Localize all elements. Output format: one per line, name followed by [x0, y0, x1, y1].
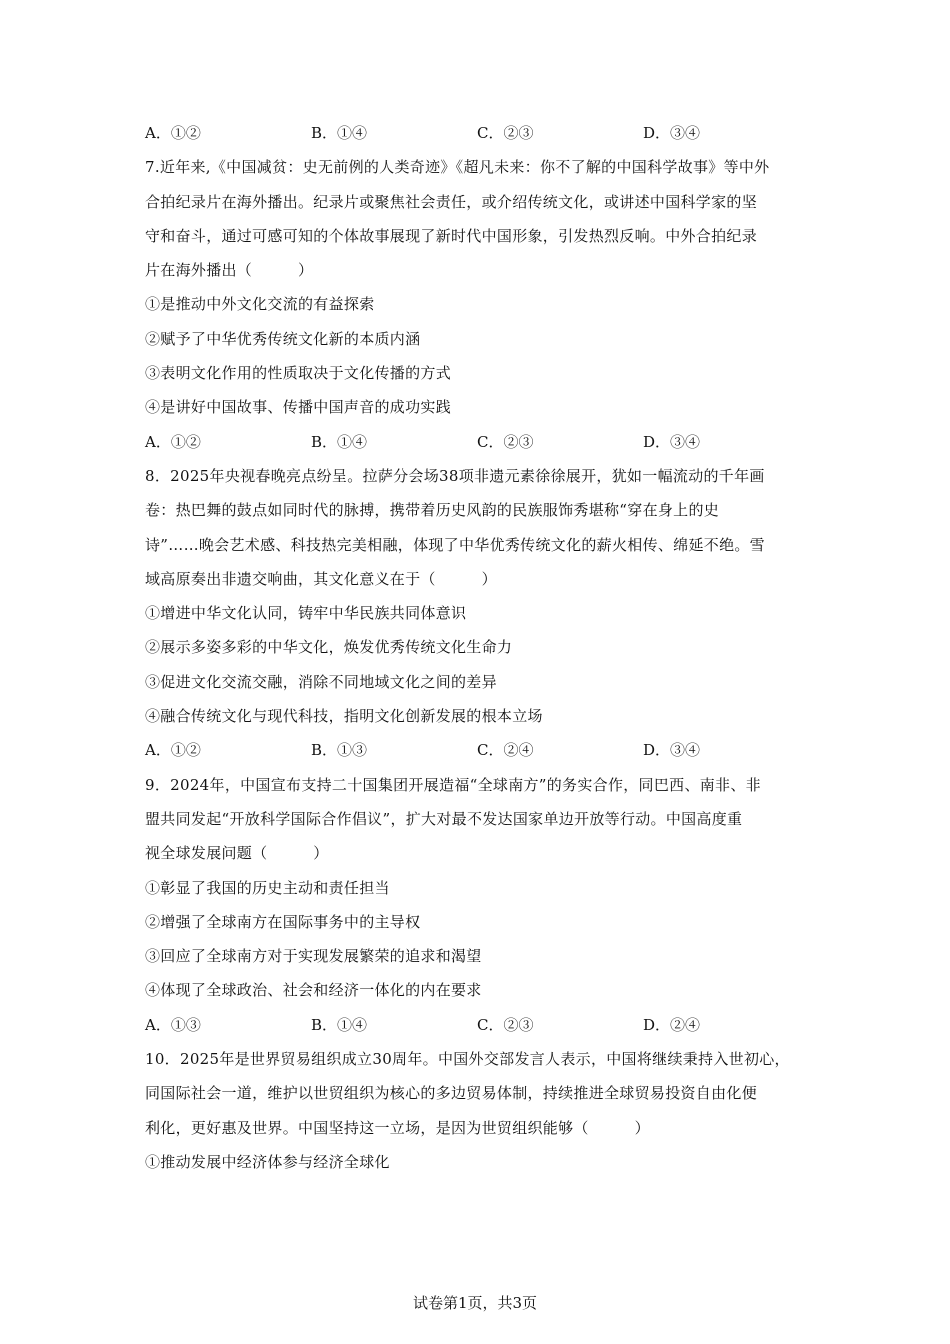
q6-option-d: D．③④	[643, 124, 701, 142]
q8-stem-line: 诗”……晚会艺术感、科技热完美相融，体现了中华优秀传统文化的薪火相传、绵延不绝。雪	[145, 535, 765, 554]
q6-option-a: A．①②	[145, 124, 201, 142]
q9-stem-line: 9．2024年，中国宣布支持二十国集团开展造福“全球南方”的务实合作，同巴西、南非、非	[145, 775, 761, 794]
q9-statement: ④体现了全球政治、社会和经济一体化的内在要求	[145, 981, 482, 1000]
q6-option-c: C．②③	[477, 124, 534, 142]
q8-option-b: B．①③	[311, 741, 368, 760]
q9-stem-line: 视全球发展问题（ ）	[145, 844, 329, 863]
q8-stem-line: 卷：热巴舞的鼓点如同时代的脉搏，携带着历史风韵的民族服饰秀堪称“穿在身上的史	[145, 501, 720, 520]
question-7	[145, 150, 815, 459]
q10-stem-line: 同国际社会一道，维护以世贸组织为核心的多边贸易体制，持续推进全球贸易投资自由化便	[145, 1084, 758, 1103]
q6-option-b: B．①④	[311, 124, 368, 142]
q7-stem-line: 片在海外播出（ ）	[145, 261, 314, 280]
q9-option-c: C．②③	[477, 1015, 534, 1034]
q9-statement: ②增强了全球南方在国际事务中的主导权	[145, 912, 421, 931]
q8-statement: ①增进中华文化认同，铸牢中华民族共同体意识	[145, 604, 467, 623]
q8-option-a: A．①②	[145, 741, 201, 760]
q10-stem-line: 10．2025年是世界贸易组织成立30周年。中国外交部发言人表示，中国将继续秉持入世初心，	[145, 1050, 790, 1069]
page-footer: 试卷第1页，共3页	[412, 1294, 538, 1312]
q6-options	[145, 116, 815, 150]
q9-options	[145, 1008, 815, 1042]
q8-statement: ④融合传统文化与现代科技，指明文化创新发展的根本立场	[145, 707, 543, 726]
q8-stem-line: 域高原奏出非遗交响曲，其文化意义在于（ ）	[145, 569, 497, 588]
q7-options	[145, 425, 815, 459]
q7-option-d: D．③④	[643, 432, 701, 451]
question-10	[145, 1042, 815, 1179]
exam-content	[145, 116, 815, 1179]
q9-statement: ①彰显了我国的历史主动和责任担当	[145, 878, 390, 897]
q7-stem-line: 守和奋斗，通过可感可知的个体故事展现了新时代中国形象，引发热烈反响。中外合拍纪录	[145, 226, 758, 245]
q7-statement: ④是讲好中国故事、传播中国声音的成功实践	[145, 398, 452, 417]
q8-options	[145, 733, 815, 767]
q7-stem-line: 合拍纪录片在海外播出。纪录片或聚焦社会责任，或介绍传统文化，或讲述中国科学家的坚	[145, 192, 758, 211]
q9-stem-line: 盟共同发起“开放科学国际合作倡议”，扩大对最不发达国家单边开放等行动。中国高度重	[145, 809, 743, 828]
q7-statement: ①是推动中外文化交流的有益探索	[145, 295, 375, 314]
question-8	[145, 459, 815, 768]
q7-statement: ②赋予了中华优秀传统文化新的本质内涵	[145, 329, 421, 348]
q10-stem-line: 利化，更好惠及世界。中国坚持这一立场，是因为世贸组织能够（ ）	[145, 1118, 650, 1137]
q8-statement: ③促进文化交流交融，消除不同地域文化之间的差异	[145, 672, 497, 691]
q8-stem-line: 8．2025年央视春晚亮点纷呈。拉萨分会场38项非遗元素徐徐展开，犹如一幅流动的千年画	[145, 466, 765, 485]
q7-option-a: A．①②	[145, 432, 201, 451]
q10-statement: ①推动发展中经济体参与经济全球化	[145, 1152, 390, 1171]
q9-option-b: B．①④	[311, 1015, 368, 1034]
q9-statement: ③回应了全球南方对于实现发展繁荣的追求和渴望	[145, 947, 482, 966]
q7-statement: ③表明文化作用的性质取决于文化传播的方式	[145, 364, 452, 383]
q9-option-a: A．①③	[145, 1015, 201, 1034]
q9-option-d: D．②④	[643, 1015, 701, 1034]
q7-option-c: C．②③	[477, 432, 534, 451]
q8-statement: ②展示多姿多彩的中华文化，焕发优秀传统文化生命力	[145, 638, 513, 657]
q8-option-c: C．②④	[477, 741, 534, 760]
q7-option-b: B．①④	[311, 432, 368, 451]
question-9	[145, 768, 815, 1042]
q8-option-d: D．③④	[643, 741, 701, 760]
q7-stem-line: 7.近年来,《中国减贫：史无前例的人类奇迹》《超凡未来：你不了解的中国科学故事》等中外	[145, 158, 770, 177]
